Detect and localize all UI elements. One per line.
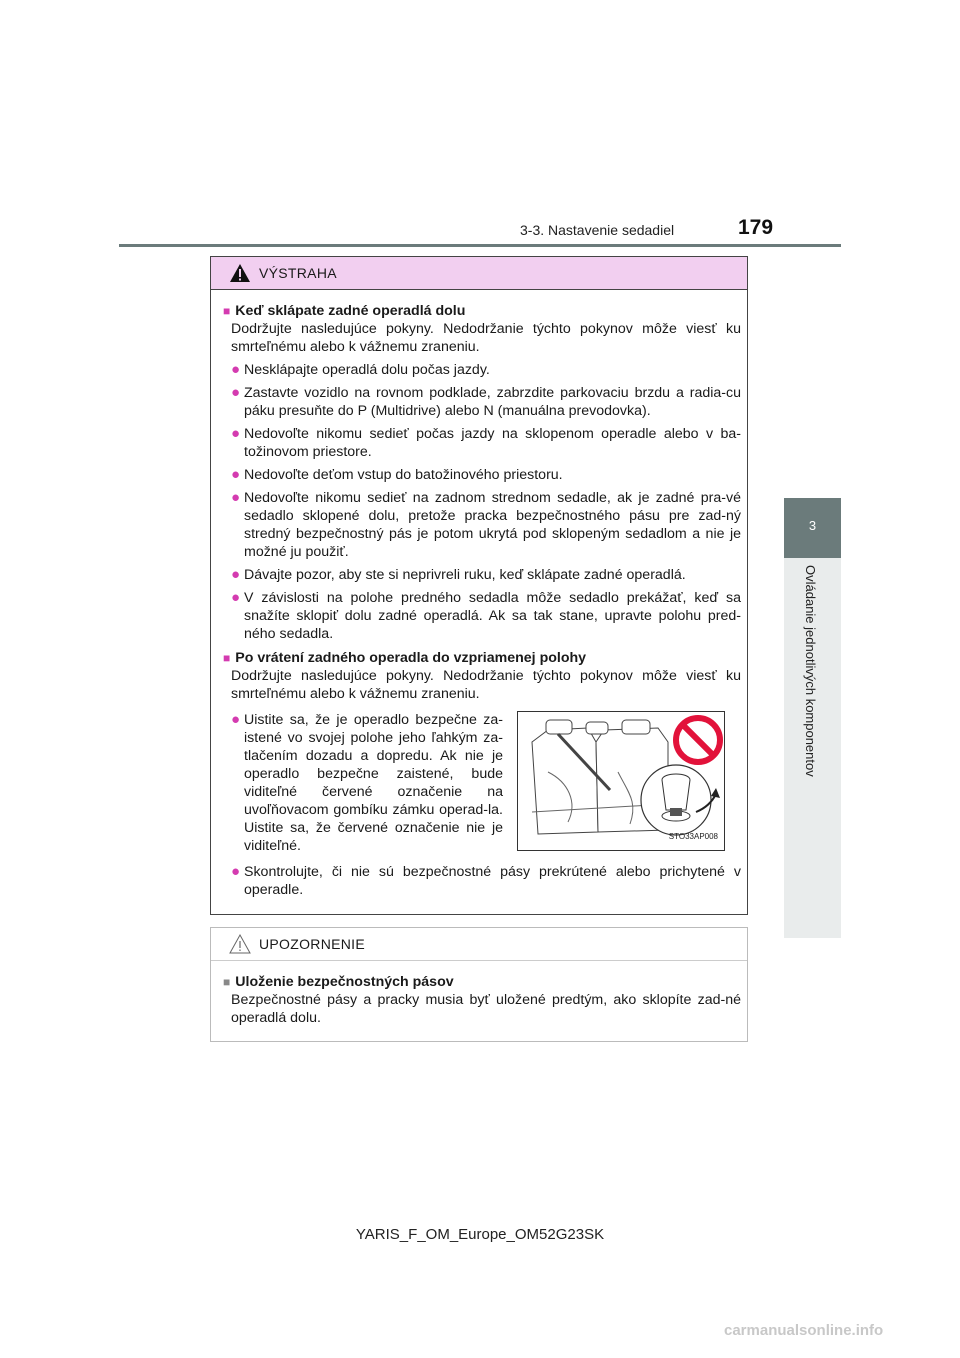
square-bullet-icon: ■ xyxy=(223,651,231,665)
list-item: ● Skontrolujte, či nie sú bezpečnostné pásy prekrútené alebo prichytené v operadle. xyxy=(231,863,741,898)
round-bullet-icon: ● xyxy=(231,489,241,506)
warning-box xyxy=(210,256,748,915)
section-heading: ■ Po vrátení zadného operadla do vzpriamenej polohy xyxy=(223,650,587,666)
page-number: 179 xyxy=(738,216,774,239)
figure-row xyxy=(223,711,741,855)
square-bullet-icon: ■ xyxy=(223,304,231,318)
section-heading: ■ Keď sklápate zadné operadlá dolu xyxy=(223,303,466,319)
round-bullet-icon: ● xyxy=(231,384,241,401)
section-title: 3-3. Nastavenie sedadiel xyxy=(520,222,675,238)
list-item: ● V závislosti na polohe predného sedadla môže sedadlo prekážať, keď sa snažíte sklopiť dolu zadné operadlá. Ak sa tak stane, upravte polohu pred-ného sedadla. xyxy=(231,589,741,642)
caution-header xyxy=(211,928,747,961)
round-bullet-icon: ● xyxy=(231,589,241,606)
caution-body xyxy=(211,961,747,1027)
chapter-label: Ovládanie jednotlivých komponentov xyxy=(803,565,818,777)
chapter-number: 3 xyxy=(808,518,817,533)
seat-lock-illustration xyxy=(517,711,725,851)
round-bullet-icon: ● xyxy=(231,361,241,378)
header-divider xyxy=(119,244,841,247)
warning-heading: VÝSTRAHA xyxy=(259,265,337,281)
round-bullet-icon: ● xyxy=(231,425,241,442)
section-intro: Dodržujte nasledujúce pokyny. Nedodržanie týchto pokynov môže viesť ku smrteľnému alebo k vážnemu zraneniu. xyxy=(231,668,741,702)
warning-body xyxy=(211,290,747,899)
warning-triangle-icon xyxy=(229,263,251,283)
section-intro: Dodržujte nasledujúce pokyny. Nedodržanie týchto pokynov môže viesť ku smrteľnému alebo k vážnemu zraneniu. xyxy=(231,321,741,355)
round-bullet-icon: ● xyxy=(231,566,241,583)
section-intro: Bezpečnostné pásy a pracky musia byť uložené predtým, ako sklopíte zad-né operadlá dolu. xyxy=(231,992,741,1026)
list-item: ● Nedovoľte nikomu sedieť na zadnom strednom sedadle, ak je zadné pra-vé sedadlo sklopené dolu, pretože pracka bezpečnostného pásu pre zad-ný stredný bezpečnostný pás je potom ukrytá pod sklopeným sedadlom a nie je možné ju použiť. xyxy=(231,489,741,560)
caution-box xyxy=(210,927,748,1042)
round-bullet-icon: ● xyxy=(231,711,241,728)
warning-header xyxy=(211,257,747,290)
caution-heading: UPOZORNENIE xyxy=(259,936,365,952)
list-item: ● Uistite sa, že je operadlo bezpečne za-istené vo svojej polohe jeho ľahkým za-tlačením dozadu a dopredu. Ak nie je operadlo bezpečne zaistené, bude viditeľné červené označenie na uvoľňovacom gombíku zámku operad-la. Uistite sa, že červené označenie nie je viditeľné. xyxy=(231,711,503,854)
round-bullet-icon: ● xyxy=(231,466,241,483)
list-item: ● Nedovoľte nikomu sedieť počas jazdy na sklopenom operadle alebo v ba-tožinovom priestore. xyxy=(231,425,741,460)
caution-triangle-icon xyxy=(229,934,251,954)
document-code: YARIS_F_OM_Europe_OM52G23SK xyxy=(355,1226,605,1243)
figure-id: STO33AP008 xyxy=(668,832,718,841)
list-item: ● Dávajte pozor, aby ste si neprivreli ruku, keď sklápate zadné operadlá. xyxy=(231,566,686,583)
square-bullet-icon: ■ xyxy=(223,975,231,989)
list-item: ● Nedovoľte deťom vstup do batožinového priestoru. xyxy=(231,466,563,483)
watermark: carmanualsonline.info xyxy=(724,1322,884,1339)
round-bullet-icon: ● xyxy=(231,863,241,880)
list-item: ● Nesklápajte operadlá dolu počas jazdy. xyxy=(231,361,490,378)
section-heading: ■ Uloženie bezpečnostných pásov xyxy=(223,974,454,990)
list-item: ● Zastavte vozidlo na rovnom podklade, zabrzdite parkovaciu brzdu a radia-cu páku presuňte do P (Multidrive) alebo N (manuálna prevodovka). xyxy=(231,384,741,419)
